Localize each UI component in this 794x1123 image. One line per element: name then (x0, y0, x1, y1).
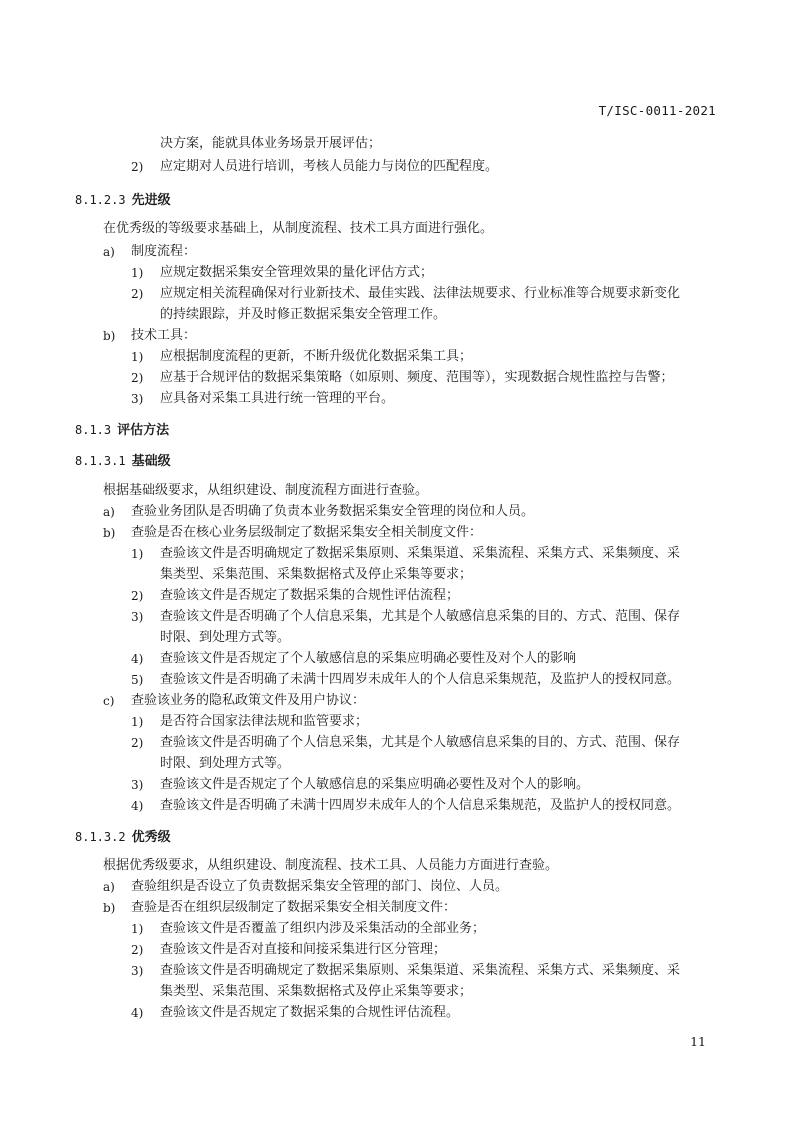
text-line: 查验该文件是否明确了个人信息采集，尤其是个人敏感信息采集的目的、方式、范围、保存 (160, 735, 681, 750)
list-letter: a) (103, 505, 115, 519)
text-line: 查验该文件是否明确了个人信息采集，尤其是个人敏感信息采集的目的、方式、范围、保存 (160, 609, 681, 624)
list-number: 3) (131, 610, 144, 624)
text-line: 应基于合规评估的数据采集策略（如原则、频度、范围等），实现数据合规性监控与告警； (160, 370, 674, 385)
list-number: 1) (131, 547, 144, 561)
list-number: 3) (131, 392, 144, 406)
text-line: 时限、到处理方式等。 (160, 756, 291, 771)
list-number: 4) (131, 1006, 144, 1020)
page-number: 11 (690, 1034, 706, 1049)
list-number: 2) (131, 287, 144, 301)
list-letter: b) (103, 901, 116, 915)
list-number: 4) (131, 799, 144, 813)
text-line: 应规定相关流程确保对行业新技术、最佳实践、法律法规要求、行业标准等合规要求新变化 (160, 286, 681, 301)
section-number: 8.1.3.2 (75, 830, 126, 844)
section-number: 8.1.3.1 (75, 454, 126, 468)
section-title: 先进级 (131, 193, 171, 208)
text-line: 查验该文件是否规定了个人敏感信息的采集应明确必要性及对个人的影响 (160, 651, 577, 666)
section-title: 基础级 (131, 454, 171, 469)
text-line: 根据优秀级要求，从组织建设、制度流程、技术工具、人员能力方面进行查验。 (103, 858, 559, 873)
text-line: 查验该文件是否对直接和间接采集进行区分管理； (160, 942, 447, 957)
list-letter: a) (103, 880, 115, 894)
list-number: 2) (131, 736, 144, 750)
text-line: 应根据制度流程的更新，不断升级优化数据采集工具； (160, 349, 473, 364)
text-line: 根据基础级要求，从组织建设、制度流程方面进行查验。 (103, 483, 429, 498)
text-line: 决方案，能就具体业务场景开展评估； (160, 136, 382, 151)
section-title: 评估方法 (117, 423, 170, 438)
list-number: 4) (131, 652, 144, 666)
document-id: T/ISC-0011-2021 (598, 103, 716, 118)
text-line: 查验该文件是否明确了未满十四周岁未成年人的个人信息采集规范，及监护人的授权同意。 (160, 672, 681, 687)
text-line: 查验该文件是否明确规定了数据采集原则、采集渠道、采集流程、采集方式、采集频度、采 (160, 963, 681, 978)
list-number: 3) (131, 778, 144, 792)
list-letter: b) (103, 526, 116, 540)
list-number: 1) (131, 715, 144, 729)
text-line: 技术工具： (131, 328, 197, 343)
text-line: 查验组织是否设立了负责数据采集安全管理的部门、岗位、人员。 (131, 879, 509, 894)
section-heading (75, 421, 169, 440)
section-heading (75, 191, 171, 210)
list-letter: b) (103, 329, 116, 343)
text-line: 集类型、采集范围、采集数据格式及停止采集等要求； (160, 984, 473, 999)
list-number: 2) (131, 371, 144, 385)
text-line: 应规定数据采集安全管理效果的量化评估方式； (160, 265, 434, 280)
text-line: 查验是否在组织层级制定了数据采集安全相关制度文件： (131, 900, 457, 915)
text-line: 查验该文件是否规定了个人敏感信息的采集应明确必要性及对个人的影响。 (160, 777, 590, 792)
text-line: 查验该文件是否明确规定了数据采集原则、采集渠道、采集流程、采集方式、采集频度、采 (160, 546, 681, 561)
list-number: 1) (131, 266, 144, 280)
list-letter: c) (103, 694, 115, 708)
list-number: 2) (131, 589, 144, 603)
section-number: 8.1.2.3 (75, 193, 126, 207)
list-letter: a) (103, 245, 115, 259)
text-line: 查验该文件是否规定了数据采集的合规性评估流程。 (160, 1005, 460, 1020)
text-line: 的持续跟踪，并及时修正数据采集安全管理工作。 (160, 307, 447, 322)
list-number: 1) (131, 350, 144, 364)
text-line: 查验该文件是否规定了数据采集的合规性评估流程； (160, 588, 460, 603)
list-number: 2) (131, 943, 144, 957)
text-line: 在优秀级的等级要求基础上，从制度流程、技术工具方面进行强化。 (103, 221, 494, 236)
text-line: 查验该文件是否覆盖了组织内涉及采集活动的全部业务； (160, 921, 486, 936)
section-heading (75, 828, 171, 847)
text-line: 是否符合国家法律法规和监管要求； (160, 714, 369, 729)
text-line: 查验该文件是否明确了未满十四周岁未成年人的个人信息采集规范，及监护人的授权同意。 (160, 798, 681, 813)
list-number: 1) (131, 922, 144, 936)
section-number: 8.1.3 (75, 423, 112, 437)
text-line: 查验业务团队是否明确了负责本业务数据采集安全管理的岗位和人员。 (131, 504, 535, 519)
text-line: 集类型、采集范围、采集数据格式及停止采集等要求； (160, 567, 473, 582)
text-line: 制度流程： (131, 244, 197, 259)
text-line: 应定期对人员进行培训，考核人员能力与岗位的匹配程度。 (160, 159, 499, 174)
text-line: 查验该业务的隐私政策文件及用户协议： (131, 693, 366, 708)
text-line: 时限、到处理方式等。 (160, 630, 291, 645)
text-line: 应具备对采集工具进行统一管理的平台。 (160, 391, 395, 406)
list-number: 3) (131, 964, 144, 978)
section-title: 优秀级 (131, 830, 171, 845)
section-heading (75, 452, 171, 471)
list-number: 2) (131, 160, 144, 174)
list-number: 5) (131, 673, 144, 687)
text-line: 查验是否在核心业务层级制定了数据采集安全相关制度文件： (131, 525, 483, 540)
